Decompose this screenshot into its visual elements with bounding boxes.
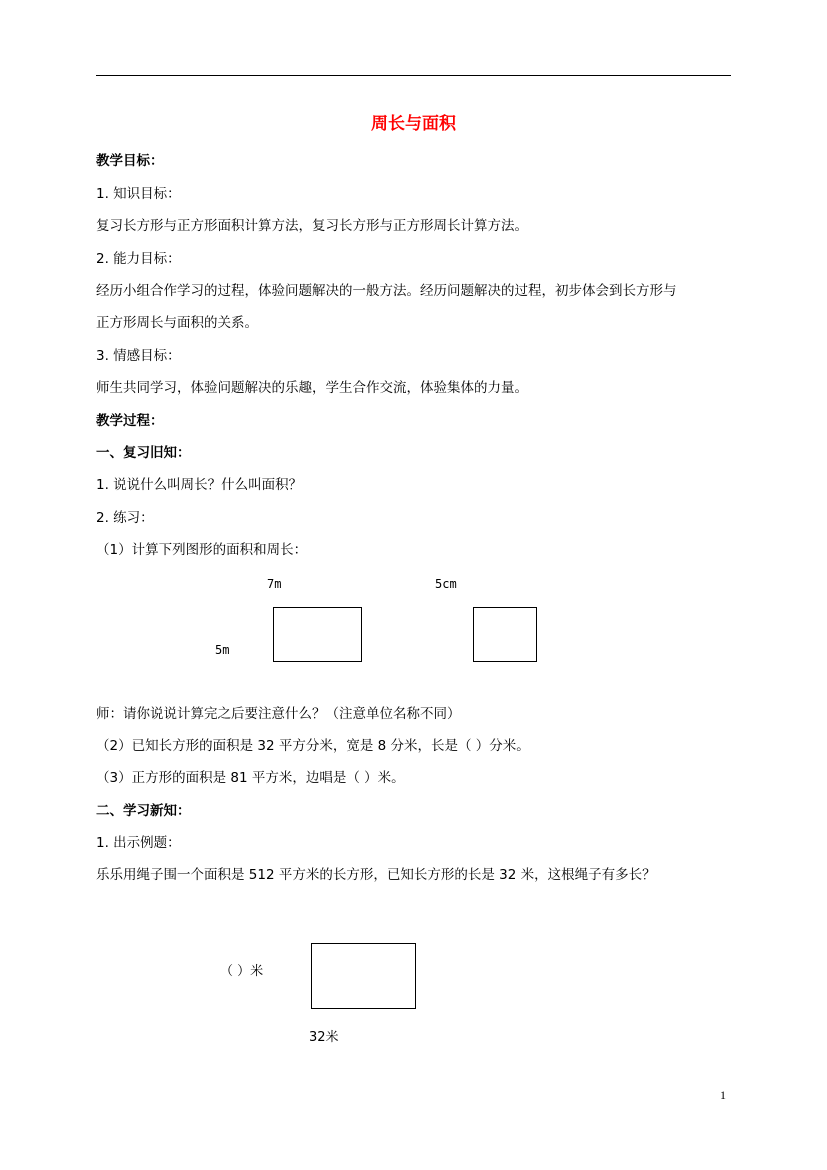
section-2-heading: 二、学习新知： [96, 803, 191, 819]
exercise-3: （3）正方形的面积是 81 平方米，边唱是（ ）米。 [96, 770, 405, 786]
question-2: 2. 练习： [96, 510, 154, 526]
teacher-prompt: 师：请你说说计算完之后要注意什么？（注意单位名称不同） [96, 706, 461, 722]
example-problem: 乐乐用绳子围一个面积是 512 平方米的长方形，已知长方形的长是 32 米，这根绳子有多长？ [96, 867, 656, 883]
header-rule [96, 75, 731, 76]
goal-1-label: 1. 知识目标： [96, 186, 181, 202]
goal-2-label: 2. 能力目标： [96, 251, 181, 267]
rect-1-length-label: 7m [267, 577, 282, 591]
rect-3-length-label: 32米 [309, 1030, 339, 1045]
rect-1-shape [273, 607, 362, 662]
rect-3-shape [311, 943, 416, 1009]
goal-2-text-b: 正方形周长与面积的关系。 [96, 315, 258, 331]
question-1: 1. 说说什么叫周长？什么叫面积？ [96, 477, 303, 493]
goals-heading: 教学目标： [96, 153, 164, 169]
exercise-1: （1）计算下列图形的面积和周长： [96, 542, 308, 558]
square-side-label: 5cm [435, 577, 457, 591]
goal-3-text: 师生共同学习，体验问题解决的乐趣，学生合作交流，体验集体的力量。 [96, 380, 528, 396]
exercise-2: （2）已知长方形的面积是 32 平方分米，宽是 8 分米，长是（ ）分米。 [96, 738, 530, 754]
page-title: 周长与面积 [371, 114, 456, 134]
goal-2-text-a: 经历小组合作学习的过程，体验问题解决的一般方法。经历问题解决的过程，初步体会到长方形与 [96, 283, 677, 299]
goal-3-label: 3. 情感目标： [96, 348, 181, 364]
section-1-heading: 一、复习旧知： [96, 445, 191, 461]
page-number: 1 [720, 1088, 726, 1102]
process-heading: 教学过程： [96, 413, 164, 429]
square-shape [473, 607, 537, 662]
example-label: 1. 出示例题： [96, 835, 181, 851]
goal-1-text: 复习长方形与正方形面积计算方法，复习长方形与正方形周长计算方法。 [96, 218, 528, 234]
rect-1-width-label: 5m [215, 643, 230, 657]
rect-3-width-label: （ ）米 [220, 964, 264, 979]
